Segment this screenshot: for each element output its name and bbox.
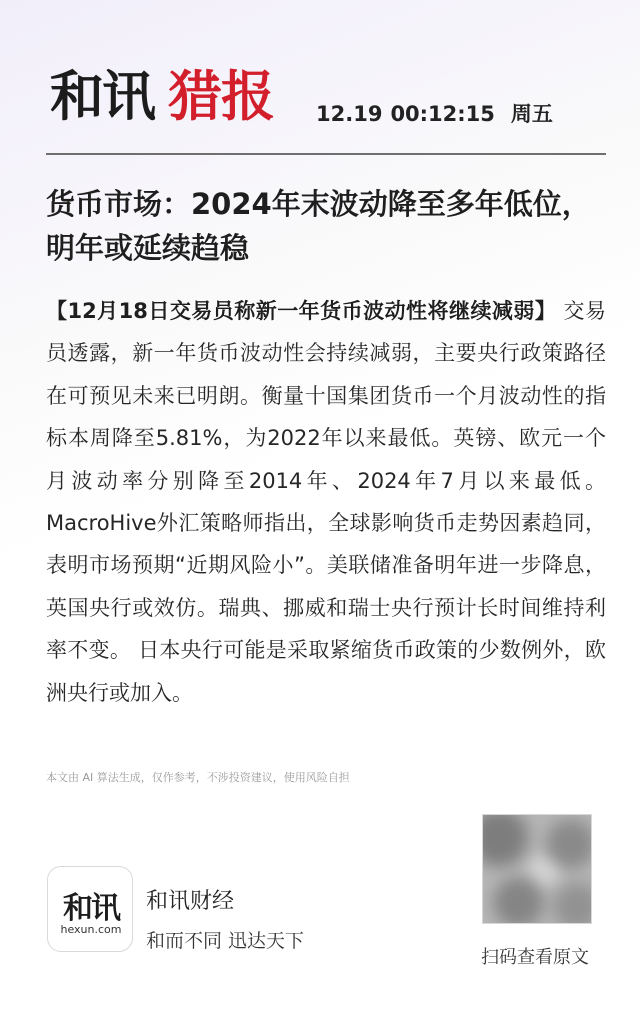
hexun-app-logo (47, 866, 133, 952)
qr-code-image (482, 814, 592, 924)
logo-domain: hexun.com (60, 923, 122, 936)
article-lead: 【12月18日交易员称新一年货币波动性将继续减弱】 (46, 299, 557, 323)
logo-text: 和讯 (63, 891, 119, 926)
article-title: 货币市场：2024年末波动降至多年低位，明年或延续趋稳 (46, 187, 591, 265)
date: 12.19 (316, 102, 383, 126)
header-divider (46, 153, 606, 155)
brand-logo-liebao: 猎报 (168, 65, 274, 128)
datetime (316, 98, 553, 128)
time: 00:12:15 (390, 102, 495, 126)
article-content: 交易员透露，新一年货币波动性会持续减弱，主要央行政策路径在可预见未来已明朗。衡量十国集团货币一个月波动性的指标本周降至5.81%，为2022年以来最低。英镑、欧元一个月波动率分别降至2014年、2024年7月以来最低。 MacroHive外汇策略师指出，全球影响货币走势因素趋同，表明市场预期“近期风险小”。美联储准备明年进一步降息，英国央行或效仿。瑞典、挪威和瑞士央行预计长时间维持利率不变。 日本央行可能是采取紧缩货币政策的少数例外，欧洲央行或加入。 (46, 299, 606, 705)
qr-code[interactable] (482, 814, 592, 924)
app-slogan: 和而不同 迅达天下 (146, 930, 305, 952)
qr-caption: 扫码查看原文 (481, 947, 589, 968)
brand-logo-hexun: 和讯 (50, 65, 154, 128)
header (0, 0, 640, 153)
app-name: 和讯财经 (146, 889, 235, 914)
weekday: 周五 (510, 102, 553, 126)
article-body (46, 290, 606, 714)
ai-disclaimer: 本文由 AI 算法生成，仅作参考，不涉投资建议，使用风险自担 (46, 771, 350, 784)
